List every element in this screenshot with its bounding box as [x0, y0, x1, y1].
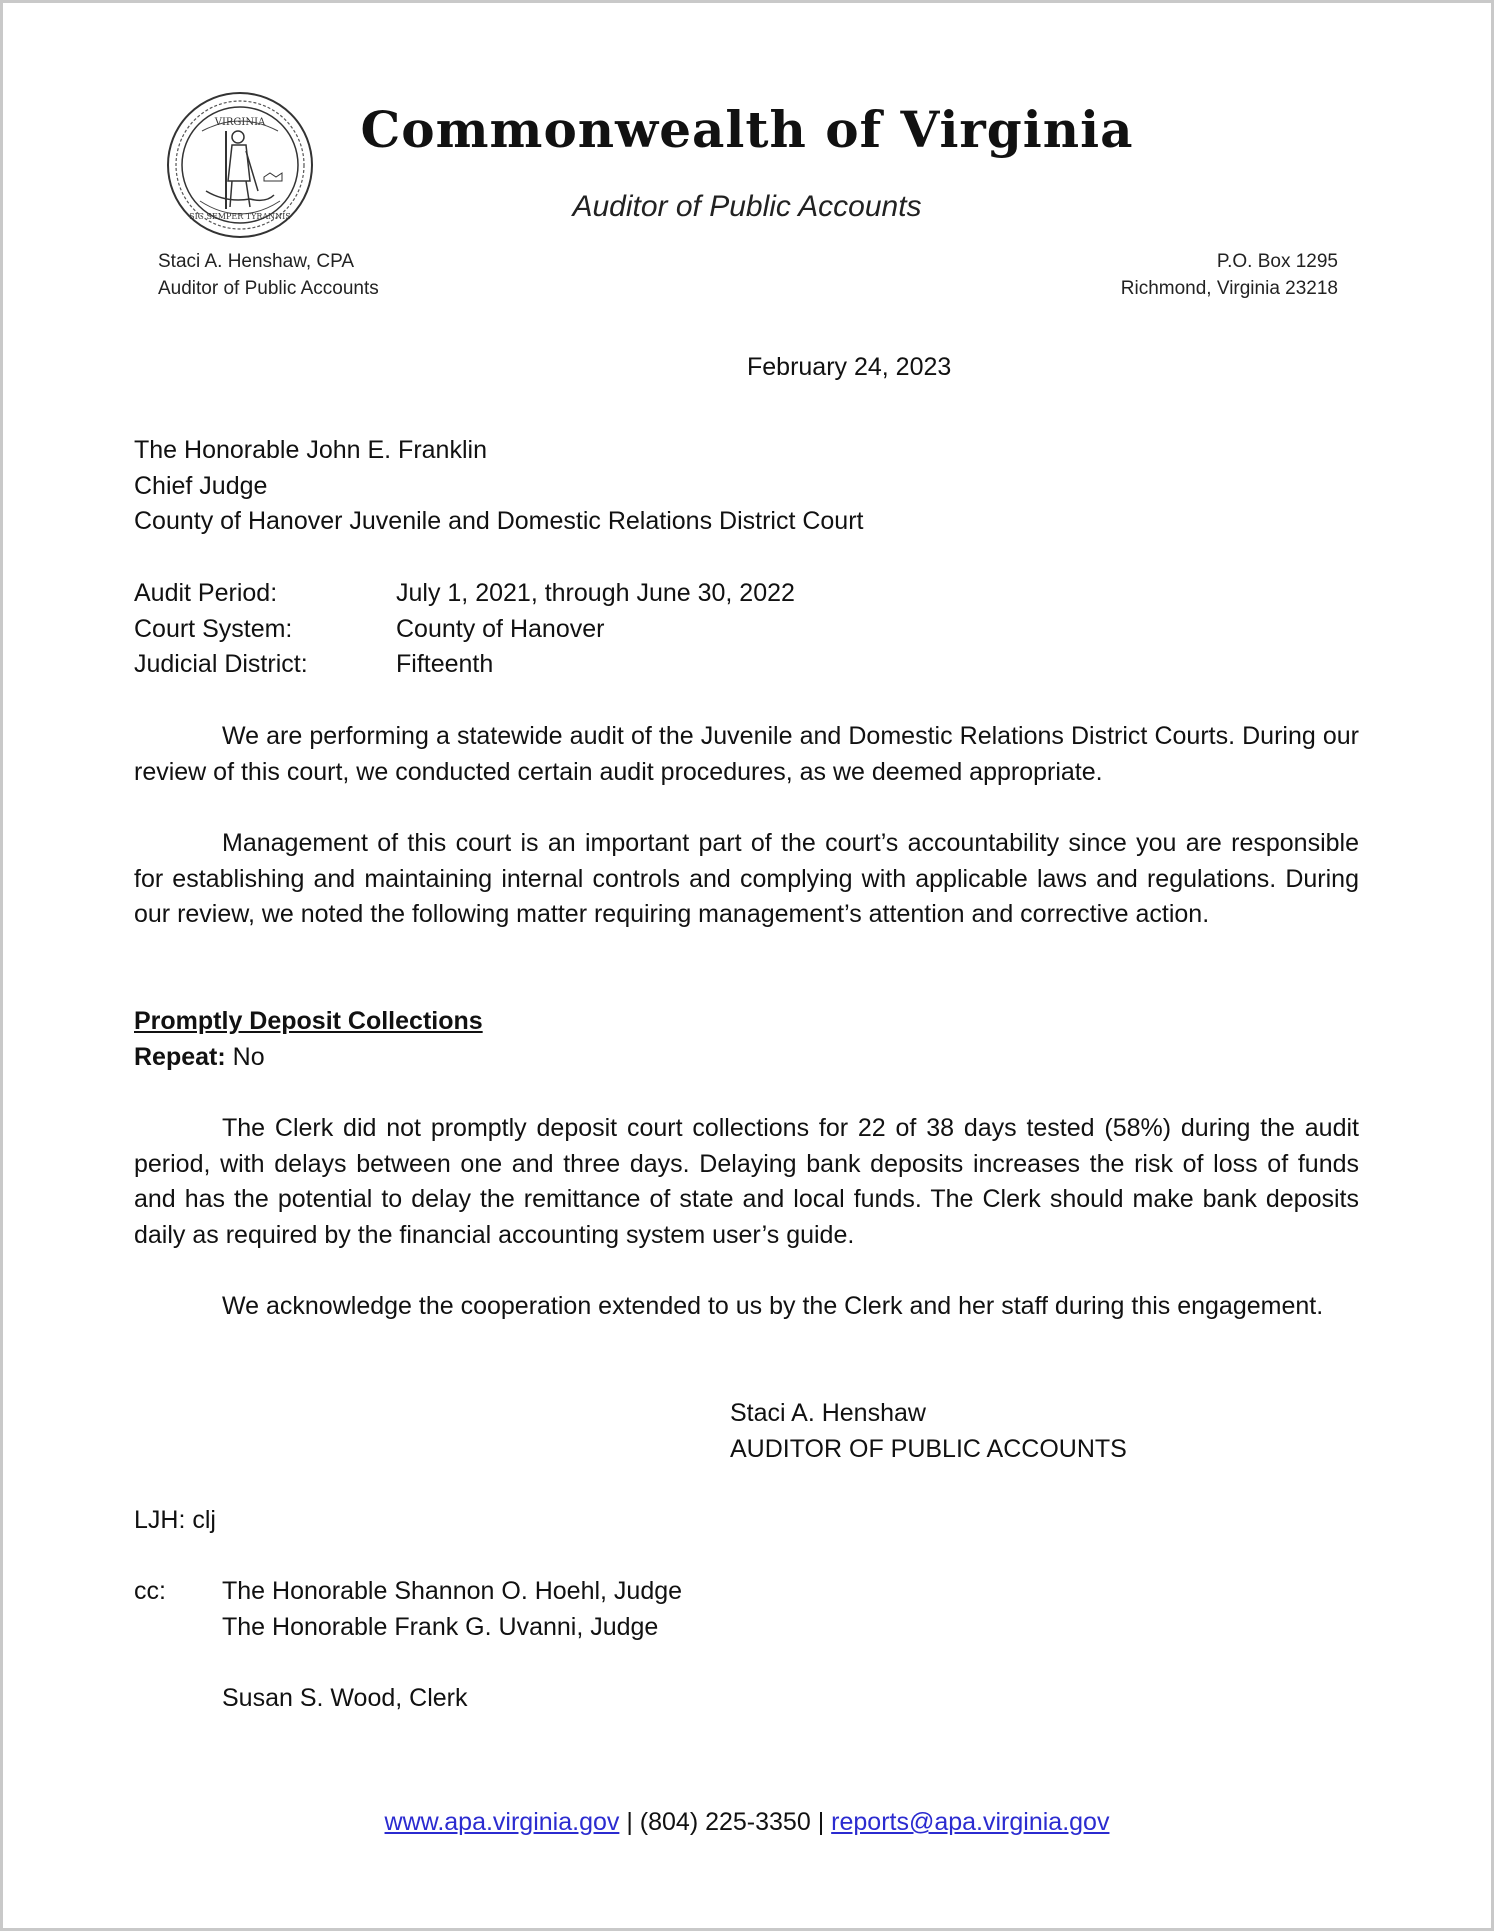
finding-repeat — [134, 1040, 265, 1076]
footer-separator: | — [817, 1808, 825, 1836]
footer-separator: | — [626, 1808, 633, 1836]
cc-recipient-clerk: Susan S. Wood, Clerk — [222, 1683, 468, 1712]
phone-number: (804) 225-3350 — [639, 1808, 811, 1836]
repeat-value: No — [232, 1043, 265, 1071]
po-box: P.O. Box 1295 — [1216, 251, 1338, 272]
cc-label: cc: — [134, 1577, 166, 1605]
cc-list — [222, 1574, 682, 1716]
addressee-title: Chief Judge — [134, 471, 268, 500]
signer-title: AUDITOR OF PUBLIC ACCOUNTS — [730, 1434, 1127, 1463]
paragraph-management — [134, 826, 1359, 933]
svg-text:VIRGINIA: VIRGINIA — [214, 117, 266, 128]
court-system-row — [134, 612, 795, 648]
paragraph-text: Management of this court is an important part of the court’s accountability since you are responsible for establishing and maintaining internal controls and complying with applicable laws and regulations. During our review, we noted the following matter requiring management’s attention and corrective action. — [134, 829, 1359, 929]
paragraph-text: We are performing a statewide audit of the Juvenile and Domestic Relations District Courts. During our review of this court, we conducted certain audit procedures, as we deemed appropriate. — [134, 722, 1359, 786]
addressee-block — [134, 433, 863, 540]
cc-recipient: The Honorable Frank G. Uvanni, Judge — [222, 1612, 659, 1641]
meta-label: Audit Period: — [134, 579, 278, 607]
mailing-address-block — [1121, 248, 1338, 302]
addressee-name: The Honorable John E. Franklin — [134, 436, 487, 464]
paragraph-intro — [134, 719, 1359, 790]
footer — [0, 1808, 1494, 1837]
meta-value: July 1, 2021, through June 30, 2022 — [396, 579, 795, 607]
typist-initials: LJH: clj — [134, 1506, 216, 1534]
cc-recipient: The Honorable Shannon O. Hoehl, Judge — [222, 1577, 683, 1605]
judicial-district-row — [134, 647, 795, 683]
finding-title: Promptly Deposit Collections — [134, 1007, 483, 1035]
city-state-zip: Richmond, Virginia 23218 — [1120, 278, 1338, 299]
paragraph-text: We acknowledge the cooperation extended to us by the Clerk and her staff during this engagement. — [222, 1292, 1324, 1320]
auditor-name: Staci A. Henshaw, CPA — [158, 251, 355, 272]
letterhead-subtitle: Auditor of Public Accounts — [572, 190, 922, 223]
audit-period-row — [134, 576, 795, 612]
repeat-label: Repeat: — [134, 1043, 226, 1071]
email-link[interactable]: reports@apa.virginia.gov — [831, 1808, 1110, 1836]
meta-label: Court System: — [134, 614, 293, 643]
paragraph-acknowledgement — [134, 1289, 1359, 1325]
addressee-court: County of Hanover Juvenile and Domestic Relations District Court — [134, 507, 864, 536]
meta-value: County of Hanover — [396, 614, 605, 643]
website-link[interactable]: www.apa.virginia.gov — [384, 1808, 620, 1836]
signer-name: Staci A. Henshaw — [730, 1399, 926, 1427]
auditor-name-block — [158, 248, 379, 302]
paragraph-finding — [134, 1111, 1359, 1253]
signature-block — [730, 1396, 1127, 1467]
audit-details — [134, 576, 795, 683]
svg-text:SIC SEMPER TYRANNIS: SIC SEMPER TYRANNIS — [189, 212, 291, 221]
letter-date: February 24, 2023 — [747, 353, 952, 381]
paragraph-text: The Clerk did not promptly deposit court collections for 22 of 38 days tested (58%) during the audit period, with delays between one and three days. Delaying bank deposits increases the risk of loss of funds and has the potential to delay the remittance of state and local funds. The Clerk should make bank deposits daily as required by the financial accounting system user’s guide. — [134, 1114, 1359, 1249]
meta-value: Fifteenth — [396, 650, 494, 679]
letterhead-title: Commonwealth of Virginia — [360, 100, 1134, 159]
meta-label: Judicial District: — [134, 650, 308, 679]
auditor-office: Auditor of Public Accounts — [158, 278, 379, 299]
